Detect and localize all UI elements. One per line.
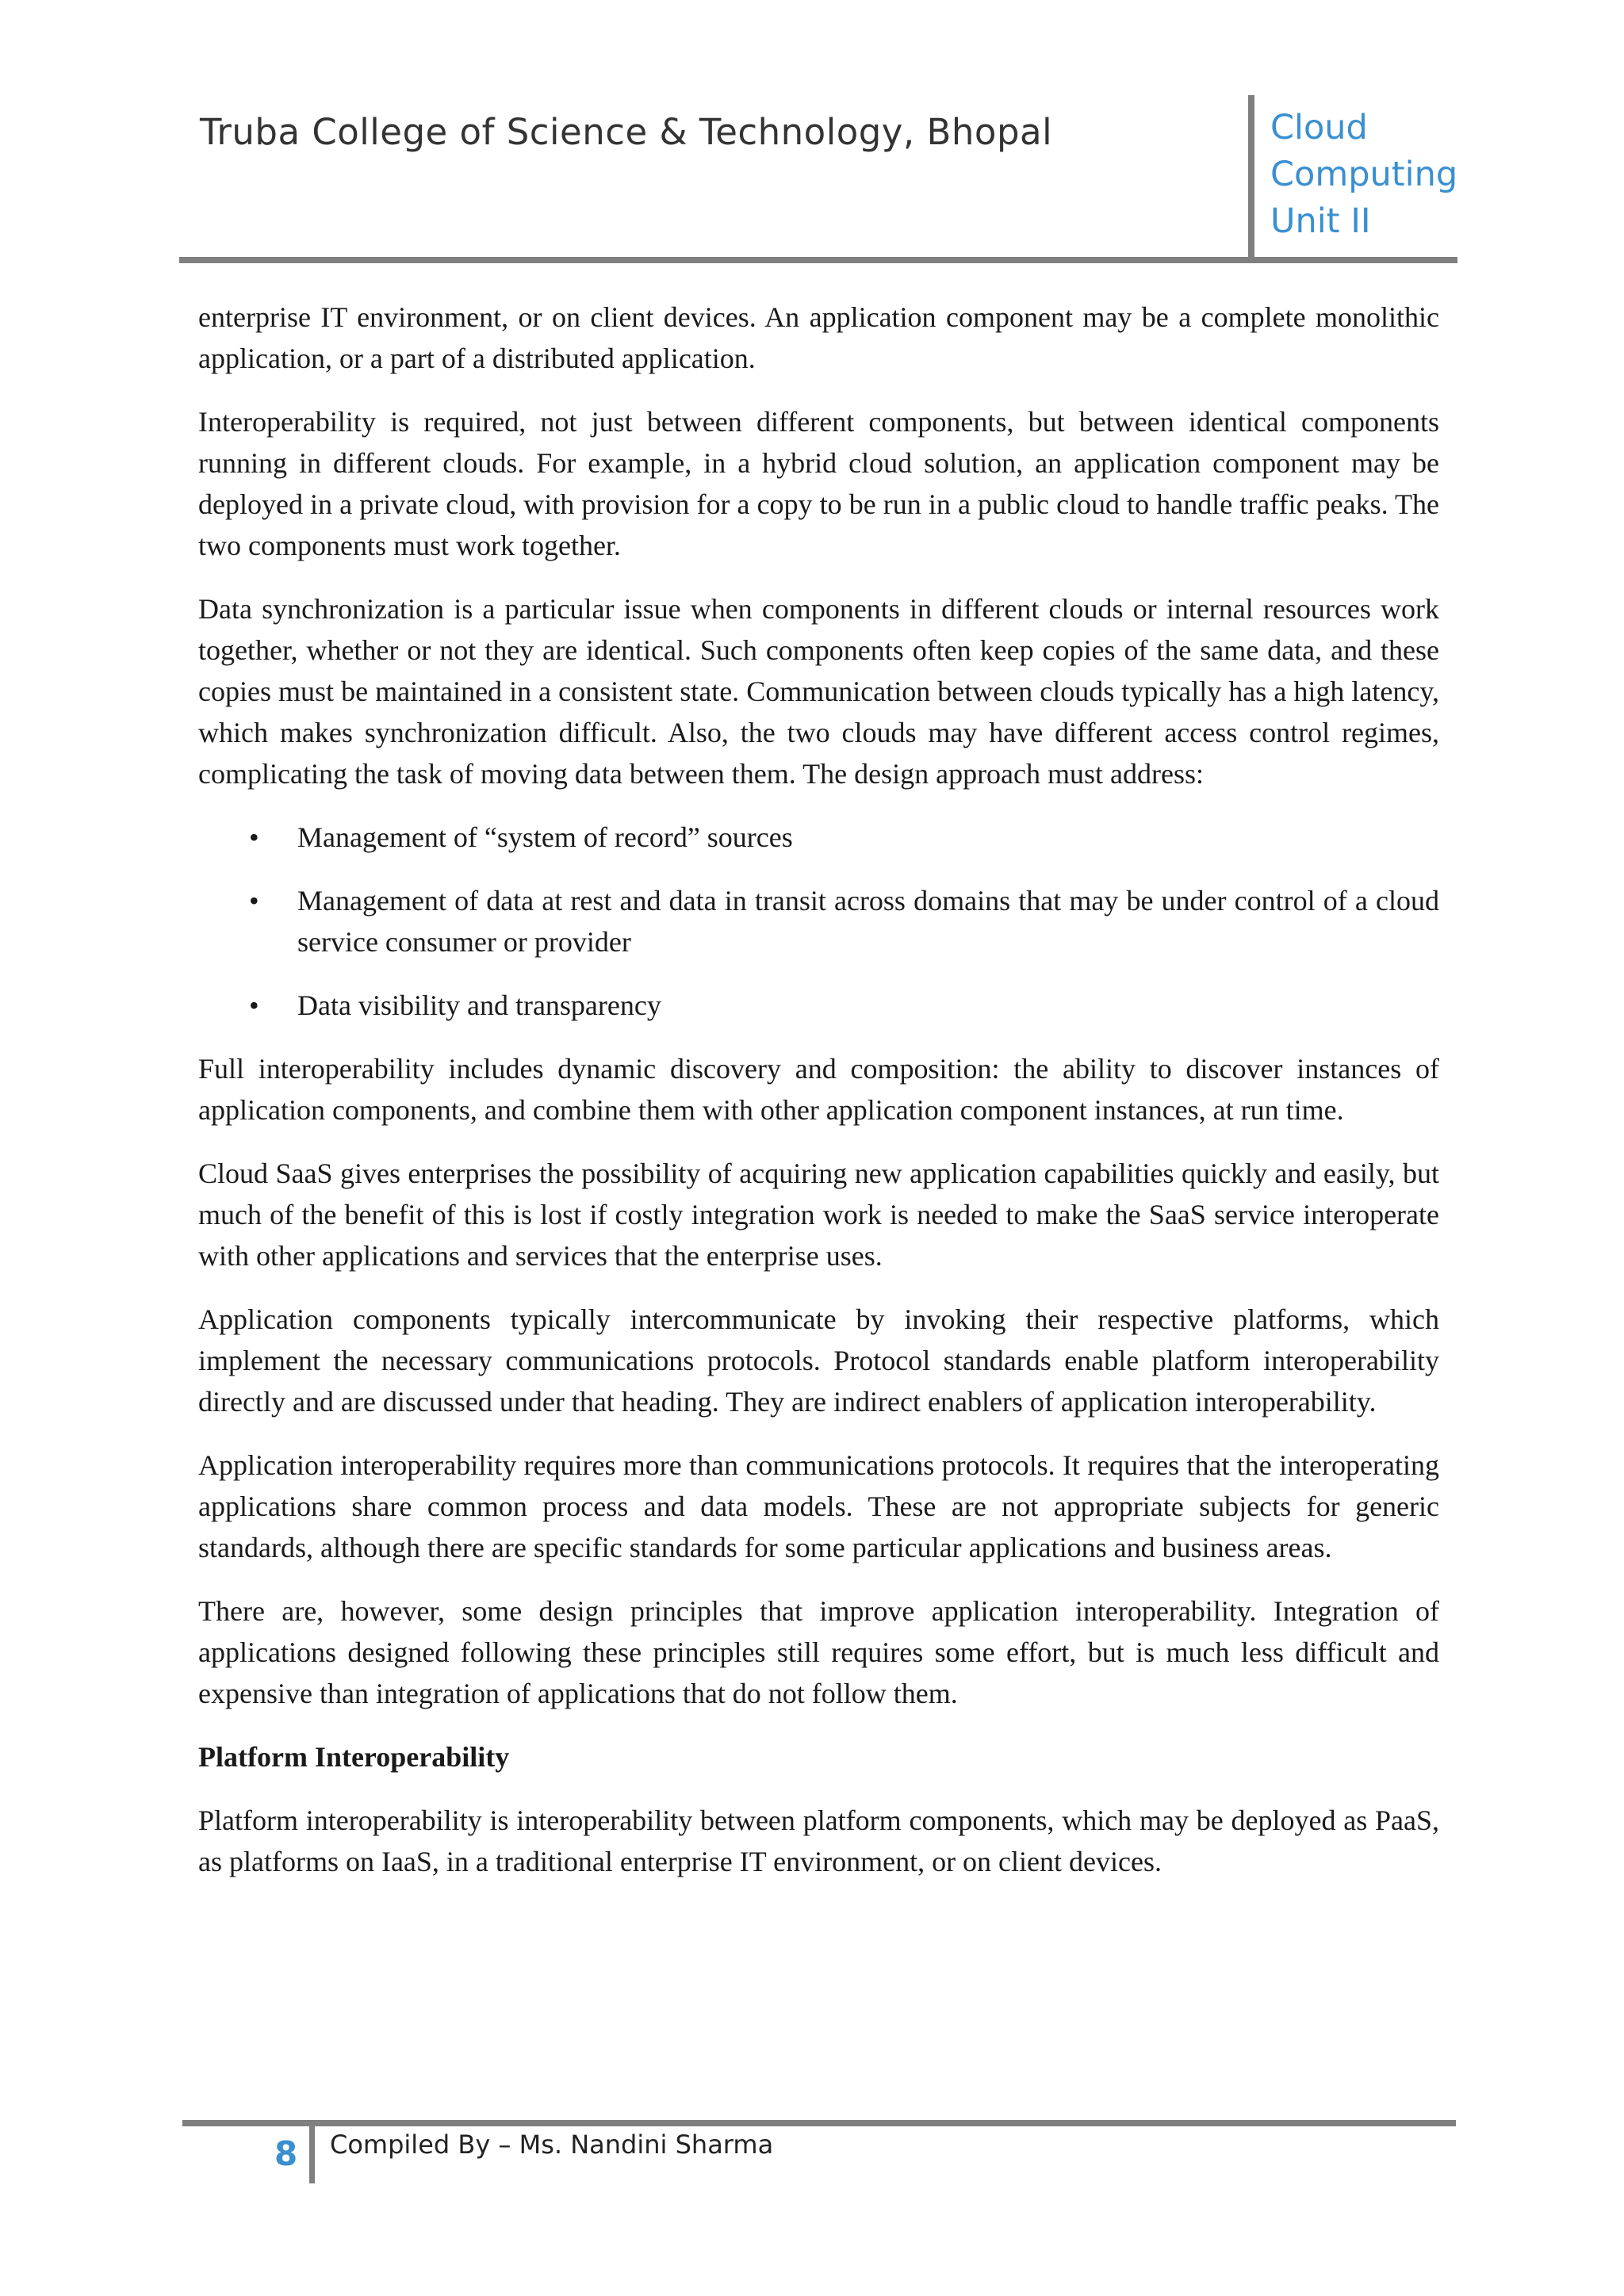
footer-rule [182, 2120, 1456, 2126]
page-body [198, 297, 1439, 1904]
paragraph: Application components typically intercommunicate by invoking their respective platforms, which implement the necessary communications protocols. Protocol standards enable platform interoperability directly and are discussed under that heading. They are indirect enablers of application interoperability. [198, 1303, 1439, 1418]
bullet-icon: • [249, 885, 259, 916]
subject-line-2: Computing [1270, 155, 1458, 194]
list-item-text: Management of data at rest and data in transit across domains that may be under control of a cloud service consumer or provider [297, 885, 1439, 958]
section-heading: Platform Interoperability [198, 1741, 510, 1773]
bullet-icon: • [249, 821, 259, 853]
page-footer [182, 2120, 1456, 2183]
paragraph: enterprise IT environment, or on client devices. An application component may be a complete monolithic application, or a part of a distributed application. [198, 301, 1439, 374]
list-item [198, 880, 1439, 962]
bullet-list [198, 817, 1439, 1026]
compiled-by: Compiled By – Ms. Nandini Sharma [330, 2130, 774, 2160]
paragraph: Full interoperability includes dynamic discovery and composition: the ability to discover instances of application components, and combine them with other application component instances, at run time. [198, 1053, 1439, 1126]
paragraph: Interoperability is required, not just between different components, but between identical components running in different clouds. For example, in a hybrid cloud solution, an application component may be deployed in a private cloud, with provision for a copy to be run in a public cloud to handle traffic peaks. The two components must work together. [198, 406, 1439, 561]
paragraph: Application interoperability requires more than communications protocols. It requires that the interoperating applications share common process and data models. These are not appropriate subjects for generic standards, although there are specific standards for some particular applications and business areas. [198, 1449, 1439, 1563]
page-number: 8 [274, 2134, 298, 2173]
paragraph: Platform interoperability is interoperability between platform components, which may be deployed as PaaS, as platforms on IaaS, in a traditional enterprise IT environment, or on client devices. [198, 1804, 1439, 1877]
list-item-text: Management of “system of record” sources [297, 821, 793, 853]
list-item-text: Data visibility and transparency [297, 989, 661, 1021]
paragraph: Cloud SaaS gives enterprises the possibility of acquiring new application capabilities quickly and easily, but much of the benefit of this is lost if costly integration work is needed to make the SaaS service interoperate with other applications and services that the enterprise uses. [198, 1158, 1439, 1272]
list-item [198, 985, 1439, 1026]
college-name: Truba College of Science & Technology, Bhopal [200, 111, 1053, 153]
page-header [179, 95, 1457, 263]
subject-line-3: Unit II [1270, 201, 1371, 241]
subject-line-1: Cloud [1270, 108, 1368, 147]
bullet-icon: • [249, 989, 259, 1021]
header-rule [179, 257, 1457, 263]
list-item [198, 817, 1439, 858]
paragraph: Data synchronization is a particular issue when components in different clouds or internal resources work together, whether or not they are identical. Such components often keep copies of the same data, and these copies must be maintained in a consistent state. Communication between clouds typically has a high latency, which makes synchronization difficult. Also, the two clouds may have different access control regimes, complicating the task of moving data between them. The design approach must address: [198, 593, 1439, 790]
header-divider [1248, 95, 1254, 263]
subject-label [1270, 105, 1457, 245]
footer-divider [309, 2120, 315, 2183]
paragraph: There are, however, some design principles that improve application interoperability. Integration of applications designed following these principles still requires some effort, but is much less difficult and expensive than integration of applications that do not follow them. [198, 1595, 1439, 1709]
